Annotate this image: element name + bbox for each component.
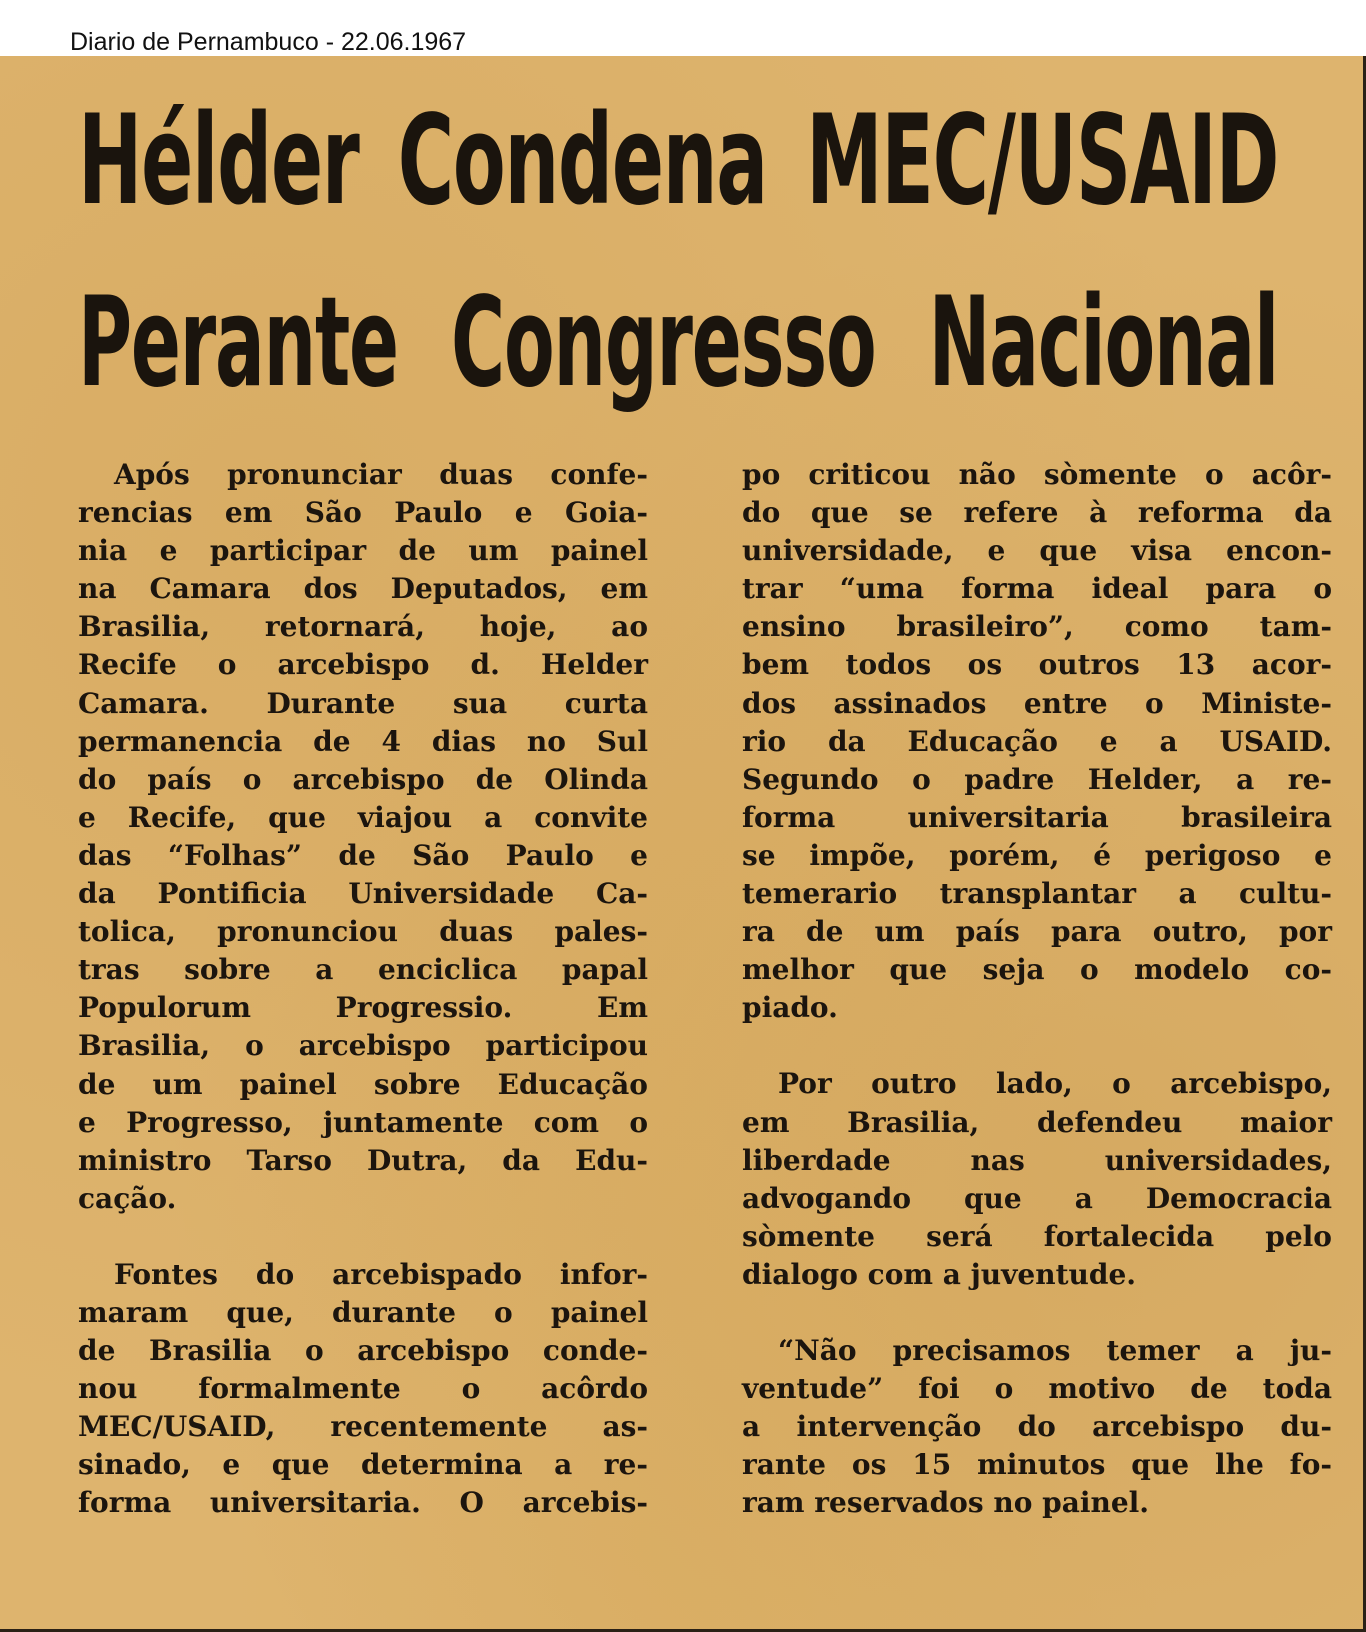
article-text-line: trar “uma forma ideal para o	[742, 572, 1332, 606]
article-text-line: Por outro lado, o arcebispo,	[778, 1067, 1332, 1101]
clipping-caption: Diario de Pernambuco - 22.06.1967	[70, 28, 467, 56]
article-text-line: sinado, e que determina a re-	[78, 1448, 648, 1482]
article-text-line: forma universitaria. O arcebis-	[78, 1486, 648, 1520]
article-text-line: do que se refere à reforma da	[742, 496, 1332, 530]
article-text-line: ra de um país para outro, por	[742, 915, 1332, 949]
article-text-line: do país o arcebispo de Olinda	[78, 762, 648, 796]
article-text-line: Segundo o padre Helder, a re-	[742, 762, 1332, 796]
article-text-line: Após pronunciar duas confe-	[114, 458, 648, 491]
article-text-line: Populorum Progressio. Em	[78, 991, 648, 1025]
article-text-line: Recife o arcebispo d. Helder	[78, 648, 648, 682]
article-column-right	[742, 456, 1332, 1522]
article-text-line: advogando que a Democracia	[742, 1181, 1332, 1215]
article-text-line: permanencia de 4 dias no Sul	[78, 724, 648, 758]
paragraph-break	[78, 1218, 648, 1256]
paragraph-break	[742, 1294, 1332, 1332]
article-column-left	[78, 456, 648, 1523]
article-text-line: de um painel sobre Educação	[78, 1067, 648, 1101]
article-text-line: se impõe, porém, é perigoso e	[742, 838, 1332, 872]
article-text-line: nia e participar de um painel	[78, 534, 648, 568]
article-text-line: e Progresso, juntamente com o	[78, 1105, 648, 1139]
article-text-line: bem todos os outros 13 acor-	[742, 648, 1332, 682]
article-text-line: nou formalmente o acôrdo	[78, 1372, 648, 1406]
article-text-line: em Brasilia, defendeu maior	[742, 1105, 1332, 1139]
paragraph-break	[742, 1027, 1332, 1065]
article-text-line: de Brasilia o arcebispo conde-	[78, 1334, 648, 1368]
article-text-line: liberdade nas universidades,	[742, 1143, 1332, 1177]
article-text-line: melhor que seja o modelo co-	[742, 953, 1332, 987]
article-text-line: na Camara dos Deputados, em	[78, 572, 648, 606]
article-text-line: cação.	[78, 1181, 177, 1215]
article-text-line: Camara. Durante sua curta	[78, 686, 648, 720]
article-text-line: ministro Tarso Dutra, da Edu-	[78, 1143, 648, 1177]
article-text-line: maram que, durante o painel	[78, 1295, 648, 1329]
article-text-line: sòmente será fortalecida pelo	[742, 1219, 1332, 1253]
article-text-line: rio da Educação e a USAID.	[742, 724, 1332, 758]
article-text-line: Brasilia, retornará, hoje, ao	[78, 610, 648, 644]
headline-line-2: Perante Congresso Nacional	[78, 271, 1279, 415]
article-text-line: rencias em São Paulo e Goia-	[78, 496, 648, 530]
headline-line-1: Hélder Condena MEC/USAID	[78, 89, 1279, 233]
article-text-line: tolica, pronunciou duas pales-	[78, 915, 648, 949]
article-text-line: “Não precisamos temer a ju-	[778, 1333, 1332, 1367]
article-text-line: forma universitaria brasileira	[742, 800, 1332, 834]
article-text-line: dos assinados entre o Ministe-	[742, 686, 1332, 720]
article-text-line: piado.	[742, 991, 838, 1025]
article-text-line: temerario transplantar a cultu-	[742, 877, 1332, 911]
article-text-line: ensino brasileiro”, como tam-	[742, 610, 1332, 644]
article-text-line: das “Folhas” de São Paulo e	[78, 838, 648, 872]
article-text-line: ram reservados no painel.	[742, 1486, 1150, 1520]
article-text-line: e Recife, que viajou a convite	[78, 800, 648, 834]
article-text-line: po criticou não sòmente o acôr-	[742, 458, 1332, 491]
article-text-line: da Pontificia Universidade Ca-	[78, 877, 648, 911]
article-text-line: ventude” foi o motivo de toda	[742, 1372, 1332, 1406]
article-text-line: tras sobre a enciclica papal	[78, 953, 648, 987]
article-text-line: Brasilia, o arcebispo participou	[78, 1029, 648, 1063]
article-text-line: Fontes do arcebispado infor-	[114, 1257, 648, 1291]
article-text-line: a intervenção do arcebispo du-	[742, 1410, 1332, 1444]
newspaper-clipping	[0, 56, 1366, 1632]
article-text-line: dialogo com a juventude.	[742, 1257, 1137, 1291]
article-text-line: MEC/USAID, recentemente as-	[78, 1410, 648, 1444]
article-text-line: universidade, e que visa encon-	[742, 534, 1332, 568]
article-text-line: rante os 15 minutos que lhe fo-	[742, 1448, 1332, 1482]
